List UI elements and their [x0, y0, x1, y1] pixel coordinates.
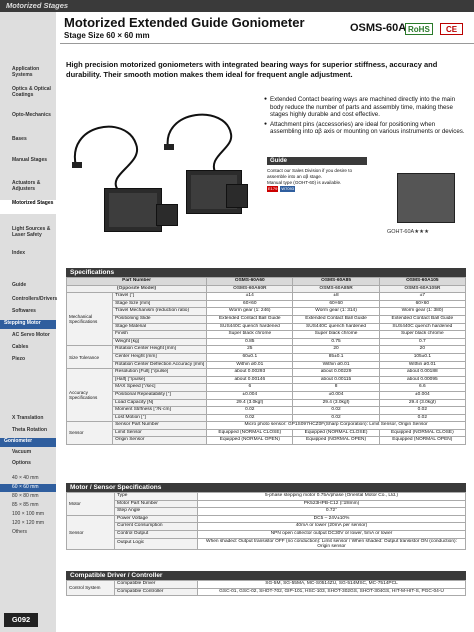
sidebar-size[interactable]: 85 × 85 mm [12, 502, 39, 508]
table-cell: Finish [113, 331, 207, 339]
table-row [67, 500, 466, 508]
table-cell: MAX Speed [°/sec] [113, 384, 207, 392]
table-cell: 60×60 [293, 300, 379, 308]
table-row [67, 508, 466, 516]
guide-text [267, 168, 367, 192]
table-cell: Load Capacity [N] [113, 399, 207, 407]
table-row [67, 338, 466, 346]
table-cell: 0.72° [198, 508, 466, 516]
table-cell: Motor [67, 493, 115, 516]
table-row [67, 361, 466, 369]
table-row [67, 369, 466, 377]
table-cell: about 0.00095 [379, 376, 465, 384]
table-cell: Equipped (NORMAL OPEN) [293, 437, 379, 445]
table-cell: 29.4 (3.0kgf) [379, 399, 465, 407]
sidebar-subitem[interactable]: AC Servo Motor [12, 332, 50, 338]
table-row [67, 323, 466, 331]
table-cell: 0.02 [293, 414, 379, 422]
table-row [67, 300, 466, 308]
table-cell: GSC-01, GSC-02, SHOT-702, GIP-101, HSC-103, SHOT-302GS, SHOT-304GS, HIT-M-HIT-S, PGC-04-U [198, 588, 466, 596]
table-cell: ±0.004 [379, 391, 465, 399]
sidebar-item[interactable]: Application Systems [12, 66, 40, 78]
table-row [67, 331, 466, 339]
table-cell: Rotation Center Height [mm] [113, 346, 207, 354]
table-cell: Compatible Controller [115, 588, 198, 596]
table-cell: When shaded: Output transistor OFF (no conduction): Limit sensor / When shaded: Output transistor ON (conduction): Origin sensor [198, 538, 466, 549]
guide-refs [267, 186, 367, 192]
table-row [67, 384, 466, 392]
table-cell: Moment Stiffness [°/N·cm] [113, 407, 207, 415]
sidebar [0, 12, 56, 632]
sidebar-item[interactable]: Light Sources & Laser Safety [12, 226, 51, 238]
table-cell: Power Voltage [115, 515, 198, 523]
page-title: Motorized Extended Guide Goniometer [64, 15, 305, 30]
motor-image-right [226, 184, 248, 208]
table-cell: 0.75 [293, 338, 379, 346]
table-cell: OSMS-60A85 [293, 278, 379, 286]
sidebar-size[interactable]: 80 × 80 mm [12, 493, 39, 499]
table-cell: Extended Contact Ball Guide [293, 315, 379, 323]
table-cell: Within ø0.01 [207, 361, 293, 369]
table-cell: Control Output [115, 530, 198, 538]
category-label: Motorized Stages [6, 1, 69, 10]
table-cell: ±0.004 [207, 391, 293, 399]
table-cell: Micro photo sensor: GP1S097HCZ0F(Sharp Corporation): Limit Sensor, Origin Sensor [207, 422, 466, 430]
sidebar-size[interactable]: 100 × 100 mm [12, 511, 45, 517]
ce-badge: CE [440, 23, 463, 35]
motor-image-left [156, 204, 178, 226]
sidebar-size[interactable]: 60 × 60 mm [0, 484, 56, 492]
table-cell: 0.7 [379, 338, 465, 346]
table-cell: ±8 [293, 293, 379, 301]
sidebar-type[interactable]: Goniometer [0, 438, 56, 447]
table-cell: Equipped (NORMAL CLOSE) [207, 429, 293, 437]
table-cell: Worm gear (1: 314) [293, 308, 379, 316]
table-cell: Travel Mechanism (reduction ratio) [113, 308, 207, 316]
table-row [67, 493, 466, 501]
table-cell: Within ø0.01 [293, 361, 379, 369]
table-row [67, 429, 466, 437]
table-cell: OSMS-60A60R [207, 285, 293, 293]
header-row [67, 278, 466, 286]
table-cell: Current Consumption [115, 523, 198, 531]
title-bar [60, 12, 474, 44]
table-cell: Sensor [67, 422, 113, 445]
specs-table [66, 277, 466, 445]
table-row [67, 353, 466, 361]
header-row [67, 285, 466, 293]
table-cell: 40mA or lower (20mA per sensor) [198, 523, 466, 531]
sidebar-item[interactable]: Opto-Mechanics [12, 112, 51, 118]
table-row [67, 538, 466, 549]
table-cell: (Opposite Model) [67, 285, 207, 293]
table-cell: 0.02 [293, 407, 379, 415]
feature-item: ● Attachment pins (accessories) are ideal for positioning when assembling into αβ axis or mounting on various instruments or devices. [264, 121, 466, 136]
table-row [67, 391, 466, 399]
table-cell: Lost Motion [°] [113, 414, 207, 422]
ref-badge[interactable]: W7093 [281, 186, 295, 191]
table-cell: about 0.00115 [293, 376, 379, 384]
table-row [67, 588, 466, 596]
table-cell: 8 [293, 384, 379, 392]
table-cell: Equipped (NORMAL OPEN) [379, 437, 465, 445]
table-cell: Worm gear (1: 380) [379, 308, 465, 316]
sidebar-item[interactable]: Optics & Optical Coatings [12, 86, 51, 98]
table-cell: Center Height [mm] [113, 353, 207, 361]
rohs-badge: RoHS [405, 23, 433, 35]
table-cell: Sensor [67, 515, 115, 549]
table-cell: Step Angle [115, 508, 198, 516]
table-cell: Stage Size [mm] [113, 300, 207, 308]
table-cell: OSMS-60A85R [293, 285, 379, 293]
table-cell: SG-5M, SG-55MA, MC-S0514ZU, SG-514MSC, MC-7514PCL [198, 581, 466, 589]
table-cell: Limit Sensor [113, 429, 207, 437]
table-row [67, 581, 466, 589]
product-photo [66, 104, 256, 254]
table-cell: Worm gear (1: 246) [207, 308, 293, 316]
table-cell: Rotation Center Deflection Accuracy [mm] [113, 361, 207, 369]
sidebar-item[interactable]: Manual Stages [12, 157, 48, 163]
table-cell: Positioning Slide [113, 315, 207, 323]
table-cell: Compatible Driver [115, 581, 198, 589]
table-cell: 0.02 [207, 414, 293, 422]
table-cell: Equipped (NORMAL CLOSE) [293, 429, 379, 437]
sidebar-item[interactable]: Index [12, 250, 26, 256]
stage-image-left [104, 188, 162, 232]
table-row [67, 422, 466, 430]
table-cell: Motor Part Number [115, 500, 198, 508]
feature-list [264, 96, 466, 138]
sidebar-type[interactable]: Options [12, 460, 31, 466]
table-cell: Type [115, 493, 198, 501]
table-cell: Sensor Part Number [113, 422, 207, 430]
table-cell: ±7 [379, 293, 465, 301]
table-cell: OSMS-60A60 [207, 278, 293, 286]
sidebar-subitem[interactable]: Guide [12, 282, 27, 288]
table-cell: about 0.00293 [207, 369, 293, 377]
table-cell: NPN open collector output DC30V or lower, 5mA or lower [198, 530, 466, 538]
table-cell: 29.4 (3.0kgf) [207, 399, 293, 407]
page-number: G092 [4, 613, 38, 627]
table-cell: Stage Material [113, 323, 207, 331]
sidebar-size[interactable]: 120 × 120 mm [12, 520, 45, 526]
driver-heading: Compatible Driver / Controller [66, 571, 466, 580]
table-cell: 0.02 [207, 407, 293, 415]
table-row [67, 308, 466, 316]
table-cell: Accuracy Specifications [67, 369, 113, 422]
table-cell: ±0.004 [293, 391, 379, 399]
table-cell: OSMS-60A105R [379, 285, 465, 293]
table-cell: Size Tolerance [67, 346, 113, 369]
table-cell: Super black chrome [207, 331, 293, 339]
table-cell: about 0.00188 [379, 369, 465, 377]
table-cell: 20 [379, 346, 465, 354]
table-cell: 25 [207, 346, 293, 354]
table-cell: SUS440C quench hardened [293, 323, 379, 331]
table-cell: 5-phase stepping motor 0.75A/phase (Oriental Motor Co., Ltd.) [198, 493, 466, 501]
table-row [67, 399, 466, 407]
category-band [0, 0, 474, 12]
table-cell: Origin Sensor [113, 437, 207, 445]
table-row [67, 293, 466, 301]
table-cell: SUS440C quench hardened [207, 323, 293, 331]
table-row [67, 376, 466, 384]
table-cell: DC5 – 24V±10% [198, 515, 466, 523]
guide-line: Contact our Sales Division if you desire to assemble into an αβ stage. [267, 168, 353, 179]
sidebar-type[interactable]: Theta Rotation [12, 427, 47, 433]
table-cell: Extended Contact Ball Guide [379, 315, 465, 323]
table-cell: Part Number [67, 278, 207, 286]
table-cell: Mechanical Specifications [67, 293, 113, 346]
table-cell: Travel [°] [113, 293, 207, 301]
sidebar-subitem[interactable]: Softwares [12, 308, 36, 314]
model-number: OSMS-60A [350, 22, 407, 34]
table-cell: Equipped (NORMAL OPEN) [207, 437, 293, 445]
table-cell: PK523HPB-C12 (□28mm) [198, 500, 466, 508]
guide-heading: Guide [267, 157, 367, 165]
table-cell: Extended Contact Ball Guide [207, 315, 293, 323]
table-cell: Super black chrome [293, 331, 379, 339]
goht-caption: GOHT-60A★★★ [387, 229, 429, 235]
table-row [67, 414, 466, 422]
table-cell: 85±0.1 [293, 353, 379, 361]
table-cell: 105±0.1 [379, 353, 465, 361]
table-cell: 20 [293, 346, 379, 354]
table-cell: [Half] [°/pulse] [113, 376, 207, 384]
table-cell: Resolution [Full] [°/pulse] [113, 369, 207, 377]
table-cell: Output Logic [115, 538, 198, 549]
sidebar-item[interactable]: Actuators & Adjusters [12, 180, 41, 192]
table-cell: Super black chrome [379, 331, 465, 339]
table-cell: Control System [67, 581, 115, 596]
table-cell: Positional Repeatability [°] [113, 391, 207, 399]
sidebar-subitem[interactable]: Piezo [12, 356, 26, 362]
intro-text: High precision motorized goniometers with integrated bearing ways for superior stiffness, accuracy and durability. Their smooth motion makes them ideal for frequent angle adjustment. [66, 60, 438, 79]
table-cell: 0.85 [207, 338, 293, 346]
table-cell: ±14 [207, 293, 293, 301]
table-cell: about 0.00146 [207, 376, 293, 384]
table-row [67, 346, 466, 354]
table-row [67, 523, 466, 531]
goht-image [397, 173, 455, 223]
table-row [67, 530, 466, 538]
table-cell: 29.4 (3.0kgf) [293, 399, 379, 407]
table-row [67, 315, 466, 323]
table-cell: 0.02 [379, 407, 465, 415]
table-cell: about 0.00229 [293, 369, 379, 377]
sidebar-subitem[interactable]: Controllers/Drivers [12, 296, 58, 302]
sidebar-subitem[interactable]: Stepping Motor [0, 320, 56, 329]
sidebar-type[interactable]: Vacuum [12, 449, 32, 455]
table-cell: Weight [kg] [113, 338, 207, 346]
table-cell: 0.02 [379, 414, 465, 422]
table-cell: 60×60 [379, 300, 465, 308]
table-cell: 6 [207, 384, 293, 392]
table-cell: Equipped (NORMAL CLOSE) [379, 429, 465, 437]
sidebar-type[interactable]: X Translation [12, 415, 44, 421]
sidebar-item[interactable]: Bases [12, 136, 27, 142]
guide-line: Manual type (GOHT-60) is available. [267, 180, 342, 185]
sidebar-subitem[interactable]: Cables [12, 344, 29, 350]
motor-table [66, 492, 466, 550]
driver-table [66, 580, 466, 596]
sidebar-size[interactable]: Others [12, 529, 28, 535]
table-row [67, 437, 466, 445]
specs-heading: Specifications [66, 268, 466, 277]
feature-item: ● Extended Contact bearing ways are machined directly into the main body reduce the number of parts and assembly time, making these stages highly durable and cost effective. [264, 96, 466, 119]
ref-badge[interactable]: E179 [268, 186, 278, 191]
guide-box [267, 157, 467, 269]
motor-heading: Motor / Sensor Specifications [66, 483, 466, 492]
table-cell: 60×60 [207, 300, 293, 308]
sidebar-item[interactable]: Motorized Stages [0, 200, 56, 214]
sidebar-size[interactable]: 40 × 40 mm [12, 475, 39, 481]
table-row [67, 407, 466, 415]
table-row [67, 515, 466, 523]
table-cell: Within ø0.01 [379, 361, 465, 369]
table-cell: SUS440C quench hardened [379, 323, 465, 331]
table-cell: 60±0.1 [207, 353, 293, 361]
table-cell: 6.6 [379, 384, 465, 392]
page-subtitle: Stage Size 60 × 60 mm [64, 31, 150, 40]
table-cell: OSMS-60A105 [379, 278, 465, 286]
